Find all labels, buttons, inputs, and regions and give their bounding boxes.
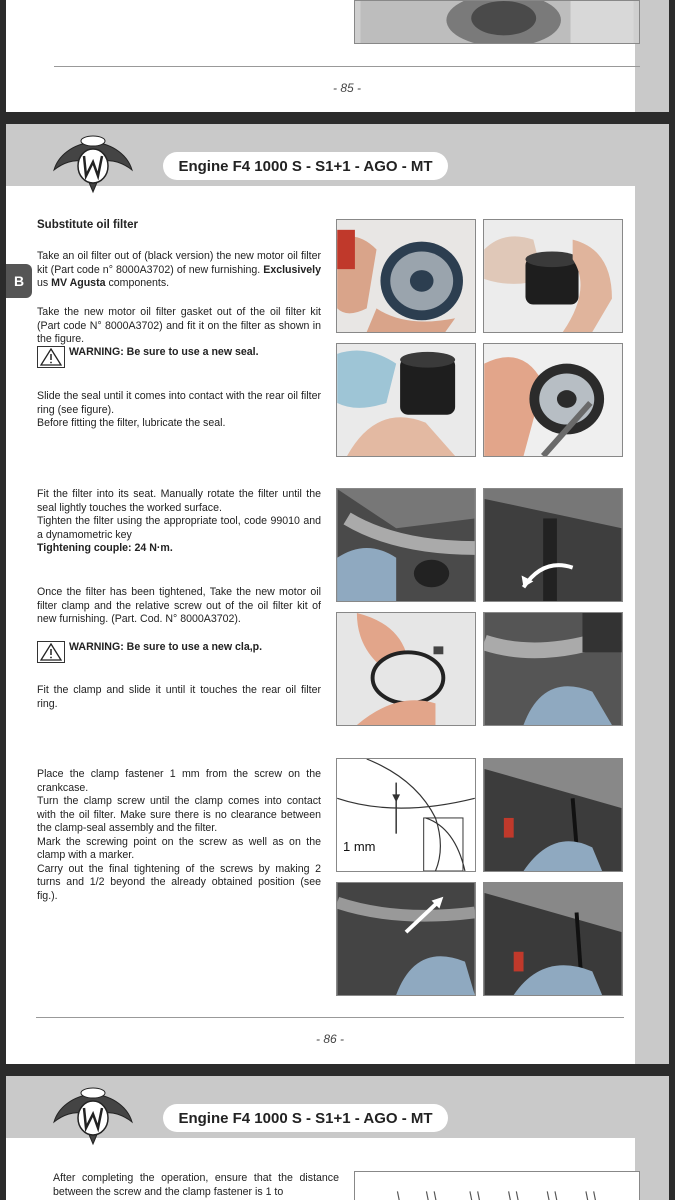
photo-fit-gasket (336, 343, 476, 457)
paragraph-4b-text: Tighten the filter using the appropriate tool, code 99010 and a dynamometric key (37, 515, 321, 541)
section-tab-b[interactable]: B (6, 264, 32, 298)
tightening-couple-text: Tightening couple: 24 N·m. (37, 542, 173, 554)
page-86 (6, 124, 669, 1064)
mv-agusta-logo-icon (50, 134, 136, 198)
photo-clamp-hand (336, 612, 476, 726)
paragraph-3 (37, 390, 321, 431)
footer-rule (36, 1017, 624, 1018)
diagram-clamp-distance (336, 758, 476, 872)
page-side-band (635, 186, 669, 1064)
photo-clamp-fitted (483, 612, 623, 726)
paragraph-6: Fit the clamp and slide it until it touches the rear oil filter ring. (37, 684, 321, 710)
page-side-band (635, 1138, 669, 1200)
paragraph-5: Once the filter has been tightened, Take the new motor oil filter clamp and the relative screw out of the oil filter kit of new furnishing. (Part. Cod. N° 8000A3702). (37, 586, 321, 625)
paragraph-7d-text: Carry out the final tightening of the screws by making 2 turns and 1/2 beyond the already obtained position (see fig.). (37, 862, 321, 902)
warning-2 (37, 641, 262, 663)
diagram-label-1mm: 1 mm (343, 839, 376, 854)
paragraph-1-mid: us (37, 277, 52, 289)
warning-1-text: WARNING: Be sure to use a new seal. (69, 346, 259, 358)
section-heading: Substitute oil filter (37, 219, 138, 231)
paragraph-7b-text: Turn the clamp screw until the clamp comes into contact with the oil filter. Make sure there is no clearance between the clamp-seal assembly and the filter. (37, 795, 321, 834)
page-side-band (635, 0, 669, 112)
mv-agusta-logo-icon (50, 1086, 136, 1150)
paragraph-7c-text: Mark the screwing point on the screw as well as on the clamp with a marker. (37, 835, 321, 861)
paragraph-3b-text: Before fitting the filter, lubricate the seal. (37, 417, 226, 429)
paragraph-7 (37, 768, 321, 903)
photo-filter-seat (336, 488, 476, 602)
page-number-85: - 85 - (332, 81, 361, 95)
page-85 (6, 0, 669, 112)
photo-marker-arrow (336, 882, 476, 996)
photo-lubricate-seal (483, 343, 623, 457)
paragraph-1-text: Take an oil filter out of (black version) the new motor oil filter kit (Part code n° 8000A3702) of new furnishing. (37, 250, 321, 276)
exclusively-bold: Exclusively (263, 263, 321, 276)
paragraph-7-text: Place the clamp fastener 1 mm from the screw on the crankcase. (37, 768, 321, 794)
page-number-86: - 86 - (315, 1032, 344, 1046)
photo-final-tightening (483, 882, 623, 996)
diagram-next-page (354, 1171, 640, 1200)
warning-1 (37, 346, 259, 368)
paragraph-1 (37, 250, 321, 291)
page-title: Engine F4 1000 S - S1+1 - AGO - MT (163, 152, 448, 180)
paragraph-2: Take the new motor oil filter gasket out of the oil filter kit (Part code N° 8000A3702) and fit it on the filter as shown in the figure. (37, 306, 321, 345)
photo-engine-top (354, 0, 640, 44)
paragraph-1-end: components. (105, 277, 170, 289)
page-87 (6, 1076, 669, 1200)
photo-tighten-filter (483, 488, 623, 602)
paragraph-4-text: Fit the filter into its seat. Manually rotate the filter until the seal lightly touches the worked surface. (37, 488, 321, 514)
page-title: Engine F4 1000 S - S1+1 - AGO - MT (163, 1104, 448, 1132)
warning-triangle-icon (37, 346, 65, 368)
photo-engine-top-graphic (355, 1, 639, 43)
footer-rule (54, 66, 640, 67)
paragraph-4 (37, 488, 321, 556)
warning-triangle-icon (37, 641, 65, 663)
photo-oil-filter-side (483, 219, 623, 333)
mv-agusta-bold: MV Agusta (51, 277, 106, 289)
next-page-paragraph: After completing the operation, ensure that the distance between the screw and the clamp fastener is 1 to (53, 1172, 339, 1198)
photo-mark-screw (483, 758, 623, 872)
photo-oil-filter-front (336, 219, 476, 333)
warning-2-text: WARNING: Be sure to use a new cla,p. (69, 641, 263, 653)
paragraph-3-text: Slide the seal until it comes into contact with the rear oil filter ring (see figure). (37, 390, 321, 416)
